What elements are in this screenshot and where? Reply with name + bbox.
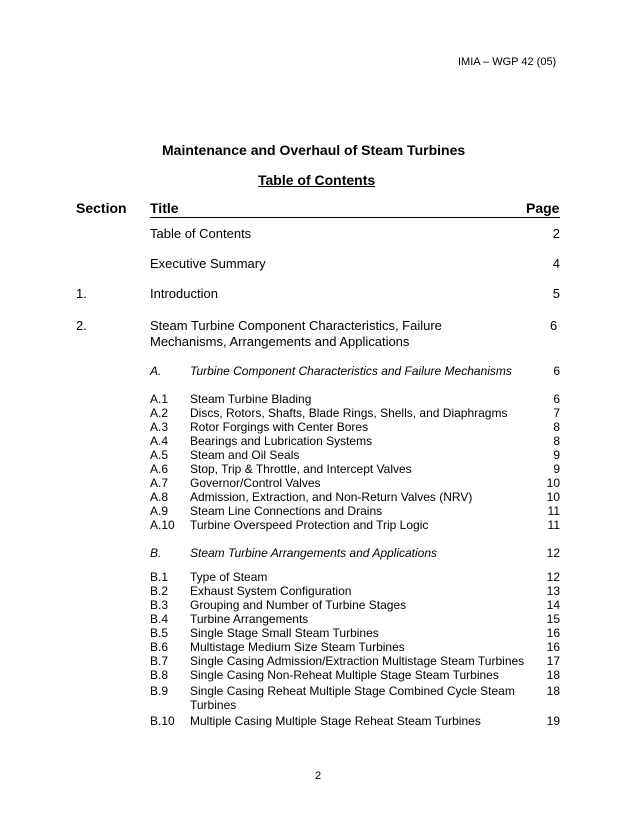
list-item-page: 18 — [546, 668, 560, 682]
part-b-title: Steam Turbine Arrangements and Applications — [190, 546, 438, 560]
list-item-title: Rotor Forgings with Center Bores — [190, 420, 369, 434]
list-item-title: Turbine Overspeed Protection and Trip Logic — [190, 518, 429, 532]
list-item-page: 9 — [553, 448, 560, 462]
list-item-title: Exhaust System Configuration — [190, 584, 352, 598]
list-item-number: B.10 — [150, 714, 175, 728]
list-item-number: B.7 — [150, 654, 169, 668]
list-item-title: Grouping and Number of Turbine Stages — [190, 598, 407, 612]
header-underline — [150, 217, 560, 218]
list-item-title: Multistage Medium Size Steam Turbines — [190, 640, 405, 654]
list-item-page: 17 — [546, 654, 560, 668]
list-item-title: Governor/Control Valves — [190, 476, 321, 490]
list-item-number: B.9 — [150, 684, 169, 698]
section-column-header: Section — [76, 200, 127, 216]
list-item-title: Steam Turbine Blading — [190, 392, 312, 406]
list-item-page: 16 — [546, 640, 560, 654]
page-number-footer: 2 — [315, 770, 322, 782]
list-item-page: 11 — [547, 518, 560, 532]
list-item-title: Steam and Oil Seals — [190, 448, 300, 462]
exec-summary-page: 4 — [552, 256, 560, 271]
list-item-title: Single Stage Small Steam Turbines — [190, 626, 379, 640]
list-item-title: Steam Line Connections and Drains — [190, 504, 383, 518]
intro-title: Introduction — [150, 286, 218, 301]
sec2-section-number: 2. — [76, 318, 87, 333]
list-item-title: Single Casing Reheat Multiple Stage Combined Cycle Steam — [190, 684, 515, 698]
list-item-title: Single Casing Admission/Extraction Multistage Steam Turbines — [190, 654, 525, 668]
list-item-title: Stop, Trip & Throttle, and Intercept Valves — [190, 462, 412, 476]
list-item-number: A.5 — [150, 448, 169, 462]
list-item-title: Bearings and Lubrication Systems — [190, 434, 373, 448]
list-item-title: Single Casing Non-Reheat Multiple Stage Steam Turbines — [190, 668, 499, 682]
list-item-page: 13 — [546, 584, 560, 598]
part-b-page: 12 — [546, 546, 560, 560]
list-item-page: 10 — [546, 490, 560, 504]
list-item-number: A.10 — [150, 518, 175, 532]
list-item-page: 14 — [546, 598, 560, 612]
part-a-title: Turbine Component Characteristics and Failure Mechanisms — [190, 364, 512, 378]
title-column-header: Title — [150, 200, 179, 216]
list-item-number: A.7 — [150, 476, 169, 490]
list-item-title: Admission, Extraction, and Non-Return Valves (NRV) — [190, 490, 473, 504]
document-id-header: IMIA – WGP 42 (05) — [458, 56, 557, 68]
list-item-number: B.8 — [150, 668, 169, 682]
list-item-number: B.4 — [150, 612, 169, 626]
list-item-page: 10 — [546, 476, 560, 490]
list-item-page: 16 — [546, 626, 560, 640]
list-item-page: 6 — [553, 392, 560, 406]
list-item-number: A.3 — [150, 420, 169, 434]
document-title: Maintenance and Overhaul of Steam Turbines — [162, 142, 466, 158]
list-item-page: 8 — [553, 420, 560, 434]
list-item-title: Turbine Arrangements — [190, 612, 309, 626]
list-item-title-continued: Turbines — [190, 698, 237, 712]
list-item-title: Multiple Casing Multiple Stage Reheat Steam Turbines — [190, 714, 481, 728]
part-a-number: A. — [150, 364, 162, 378]
list-item-page: 19 — [546, 714, 560, 728]
list-item-number: A.1 — [150, 392, 169, 406]
list-item-page: 8 — [553, 434, 560, 448]
sec2-page: 6 — [550, 318, 558, 333]
toc-entry-page: 2 — [552, 226, 560, 241]
list-item-page: 18 — [546, 684, 560, 698]
page-column-header: Page — [526, 200, 560, 216]
sec2-title-line1: Steam Turbine Component Characteristics, Failure — [150, 318, 442, 333]
part-b-number: B. — [150, 546, 162, 560]
list-item-number: B.2 — [150, 584, 169, 598]
list-item-number: B.5 — [150, 626, 169, 640]
list-item-page: 11 — [547, 504, 560, 518]
list-item-number: A.8 — [150, 490, 169, 504]
toc-heading: Table of Contents — [258, 172, 376, 188]
toc-entry-title: Table of Contents — [150, 226, 252, 241]
list-item-page: 15 — [546, 612, 560, 626]
intro-page: 5 — [552, 286, 560, 301]
list-item-number: B.6 — [150, 640, 169, 654]
intro-section-number: 1. — [76, 286, 87, 301]
exec-summary-title: Executive Summary — [150, 256, 266, 271]
list-item-page: 12 — [546, 570, 560, 584]
list-item-title: Discs, Rotors, Shafts, Blade Rings, Shells, and Diaphragms — [190, 406, 508, 420]
part-a-page: 6 — [553, 364, 560, 378]
list-item-title: Type of Steam — [190, 570, 268, 584]
list-item-number: A.9 — [150, 504, 169, 518]
list-item-number: B.1 — [150, 570, 169, 584]
sec2-title-line2: Mechanisms, Arrangements and Applications — [150, 334, 410, 349]
list-item-page: 9 — [553, 462, 560, 476]
list-item-number: A.4 — [150, 434, 169, 448]
list-item-number: A.6 — [150, 462, 169, 476]
list-item-number: A.2 — [150, 406, 169, 420]
list-item-number: B.3 — [150, 598, 169, 612]
list-item-page: 7 — [553, 406, 560, 420]
